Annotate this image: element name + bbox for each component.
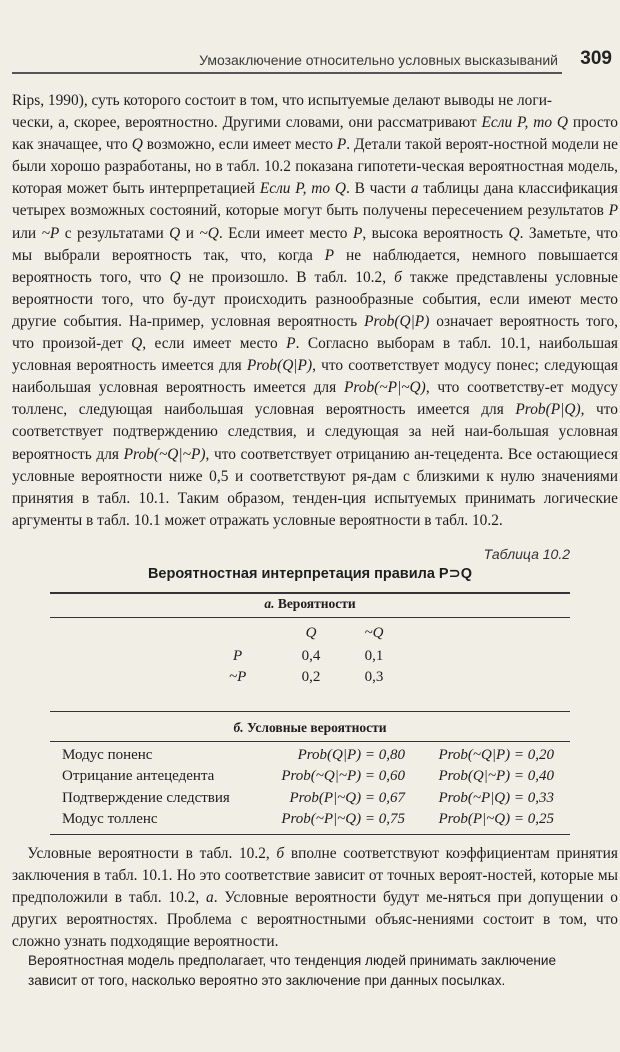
cond-prob-left: Prob(~P|~Q) = 0,75 (281, 811, 405, 827)
cond-prob-right: Prob(P|~Q) = 0,25 (438, 811, 554, 827)
cond-prob-right: Prob(Q|~P) = 0,40 (438, 768, 554, 784)
col-header-q: Q (305, 625, 317, 641)
body-paragraph-2: Условные вероятности в табл. 10.2, б вполне соответствуют коэффициентам принятия заключения в табл. 10.1. Но это соответствие зависит от точных вероят-ностей, которые мы предположили в табл. 10.2, а. Условные вероятности будут ме-няться при допущении о других вероятностях. Проблема с вероятностными объяс-нениями состоит в том, что сложно узнать подходящие вероятности. (12, 845, 618, 951)
header-rule (12, 72, 562, 74)
prob-p-q: 0,4 (301, 648, 321, 664)
row-label: Подтверждение следствия (62, 790, 230, 806)
body-paragraph-1: Rips, 1990), суть которого состоит в том, что испытуемые делают выводы не логи- чески, а, скорее, вероятностно. Другими словами, они рассматривают Если P, то Q просто как значащее, что Q возможно, если имеет место P. Детали такой вероят-ностной модели не были хорошо разработаны, но в табл. 10.2 показана гипотети-ческая вероятностная модель, которая может быть интерпретацией Если P, то Q. В части а таблицы дана классификация четырех возможных состояний, которые могут быть получены пересечением результатов P или ~P с результатами Q и ~Q. Если имеет место P, высока вероятность Q. Заметьте, что мы выбрали вероятность так, что, когда P не наблюдается, немного повышается вероятность того, что Q не произошло. В табл. 10.2, б также представлены условные вероятности того, что бу-дут происходить разнообразные события, если имеют место другие события. На-пример, условная вероятность Prob(Q|P) означает вероятность того, что произой-дет Q, если имеет место P. Согласно выборам в табл. 10.1, наибольшая условная вероятность имеется для Prob(Q|P), что соответствует модусу понес; следующая наибольшая условная вероятность имеется для Prob(~P|~Q), что соответству-ет модусу толленс, следующая наибольшая условная вероятность имеется для Prob(P|Q), что соответствует подтверждению следствия, и следующая за ней наи-большая условная вероятность для Prob(~Q|~P), что соответствует отрицанию ан-тецедента. Все остающиеся условные вероятности ниже 0,5 и соответствуют ря-дам с близкими к нулю значениями принятия в табл. 10.1. Таким образом, тенден-ция испытуемых принимать логические аргументы в табл. 10.1 может отражать условные вероятности в табл. 10.2. (12, 92, 619, 529)
row-label-p: P (233, 648, 243, 664)
row-label: Модус поненс (62, 747, 153, 763)
cond-prob-left: Prob(Q|P) = 0,80 (297, 747, 405, 763)
running-header (12, 50, 612, 74)
prob-not-p-not-q: 0,3 (364, 669, 384, 685)
table-bottom-rule (50, 834, 570, 835)
table-top-rule (50, 592, 570, 594)
running-title: Умозаключение относительно условных высказываний (199, 52, 558, 68)
cond-prob-left: Prob(~Q|~P) = 0,60 (281, 768, 405, 784)
cond-prob-right: Prob(~Q|P) = 0,20 (438, 747, 554, 763)
cond-prob-right: Prob(~P|Q) = 0,33 (438, 790, 554, 806)
summary-note: Вероятностная модель предполагает, что тенденция людей принимать заключение зависит от того, насколько вероятно это заключение при данных посылках. (28, 953, 557, 988)
cond-prob-left: Prob(P|~Q) = 0,67 (289, 790, 405, 806)
row-label: Модус толленс (62, 811, 158, 827)
part-a-rule (50, 617, 570, 618)
table-title: Вероятностная интерпретация правила P⊃Q (147, 566, 473, 582)
page-number: 309 (580, 48, 612, 69)
row-label-not-p: ~P (229, 669, 247, 685)
row-label: Отрицание антецедента (62, 768, 215, 784)
prob-not-p-q: 0,2 (301, 669, 321, 685)
part-b-rule (50, 741, 570, 742)
table-label: Таблица 10.2 (483, 546, 570, 562)
part-a-heading: а. Вероятности (264, 596, 356, 611)
prob-p-not-q: 0,1 (364, 648, 384, 664)
part-b-heading: б. Условные вероятности (233, 720, 387, 735)
part-b-top-rule (50, 711, 570, 712)
col-header-not-q: ~Q (364, 625, 384, 641)
